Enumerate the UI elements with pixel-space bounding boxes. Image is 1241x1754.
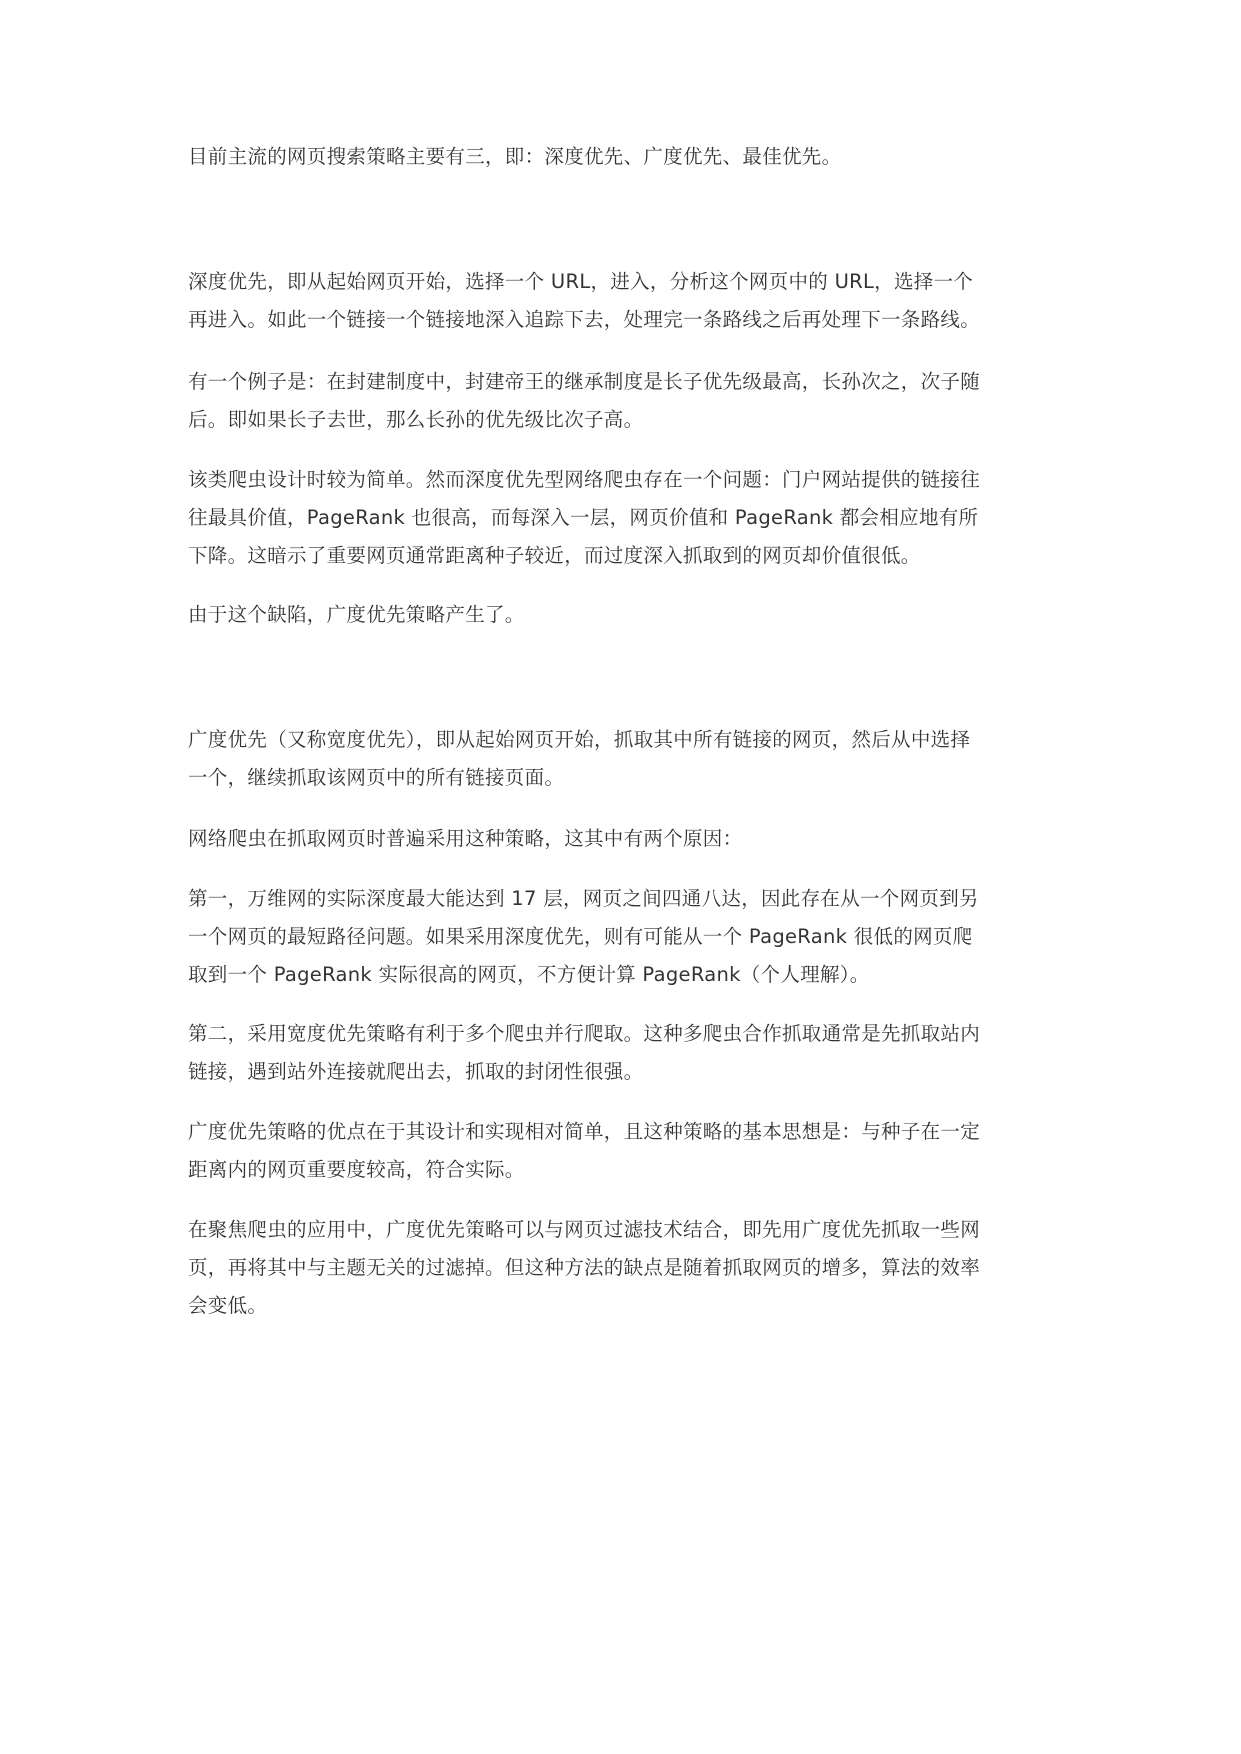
paragraph-breadth-first [188, 721, 1056, 797]
paragraph-advantages [188, 1113, 1056, 1189]
text-line: 由于这个缺陷，广度优先策略产生了。 [188, 603, 525, 626]
text-line: 链接，遇到站外连接就爬出去，抓取的封闭性很强。 [188, 1060, 644, 1083]
paragraph-depth-first [188, 263, 1056, 339]
paragraph-focused-crawler [188, 1211, 1056, 1325]
text-line: 取到一个 PageRank 实际很高的网页，不方便计算 PageRank（个人理解）。 [188, 963, 870, 986]
text-line: 有一个例子是：在封建制度中，封建帝王的继承制度是长子优先级最高，长孙次之，次子随 [188, 370, 981, 393]
text-line: 在聚焦爬虫的应用中，广度优先策略可以与网页过滤技术结合，即先用广度优先抓取一些网 [188, 1218, 981, 1241]
paragraph-intro [188, 138, 1056, 176]
text-line: 广度优先（又称宽度优先），即从起始网页开始，抓取其中所有链接的网页，然后从中选择 [188, 728, 971, 751]
paragraph-reasons [188, 820, 1056, 858]
text-line: 会变低。 [188, 1294, 268, 1317]
text-line: 广度优先策略的优点在于其设计和实现相对简单，且这种策略的基本思想是：与种子在一定 [188, 1120, 981, 1143]
text-line: 网络爬虫在抓取网页时普遍采用这种策略，这其中有两个原因： [188, 827, 743, 850]
paragraph-depth-problem [188, 461, 1056, 575]
text-line: 后。即如果长子去世，那么长孙的优先级比次子高。 [188, 408, 644, 431]
text-line: 第二，采用宽度优先策略有利于多个爬虫并行爬取。这种多爬虫合作抓取通常是先抓取站内 [188, 1022, 981, 1045]
text-line: 一个，继续抓取该网页中的所有链接页面。 [188, 766, 565, 789]
paragraph-transition [188, 596, 1056, 634]
text-line: 深度优先，即从起始网页开始，选择一个 URL，进入，分析这个网页中的 URL，选择一个 [188, 270, 974, 293]
text-line: 一个网页的最短路径问题。如果采用深度优先，则有可能从一个 PageRank 很低的网页爬 [188, 925, 973, 948]
paragraph-example [188, 363, 1056, 439]
text-line: 页，再将其中与主题无关的过滤掉。但这种方法的缺点是随着抓取网页的增多，算法的效率 [188, 1256, 981, 1279]
text-line: 目前主流的网页搜索策略主要有三，即：深度优先、广度优先、最佳优先。 [188, 145, 842, 168]
paragraph-reason-one [188, 880, 1056, 994]
text-line: 下降。这暗示了重要网页通常距离种子较近，而过度深入抓取到的网页却价值很低。 [188, 544, 921, 567]
text-line: 距离内的网页重要度较高，符合实际。 [188, 1158, 525, 1181]
text-line: 往最具价值，PageRank 也很高，而每深入一层，网页价值和 PageRank 都会相应地有所 [188, 506, 979, 529]
text-line: 再进入。如此一个链接一个链接地深入追踪下去，处理完一条路线之后再处理下一条路线。 [188, 308, 981, 331]
paragraph-reason-two [188, 1015, 1056, 1091]
text-line: 第一，万维网的实际深度最大能达到 17 层，网页之间四通八达，因此存在从一个网页到另 [188, 887, 979, 910]
text-line: 该类爬虫设计时较为简单。然而深度优先型网络爬虫存在一个问题：门户网站提供的链接往 [188, 468, 981, 491]
